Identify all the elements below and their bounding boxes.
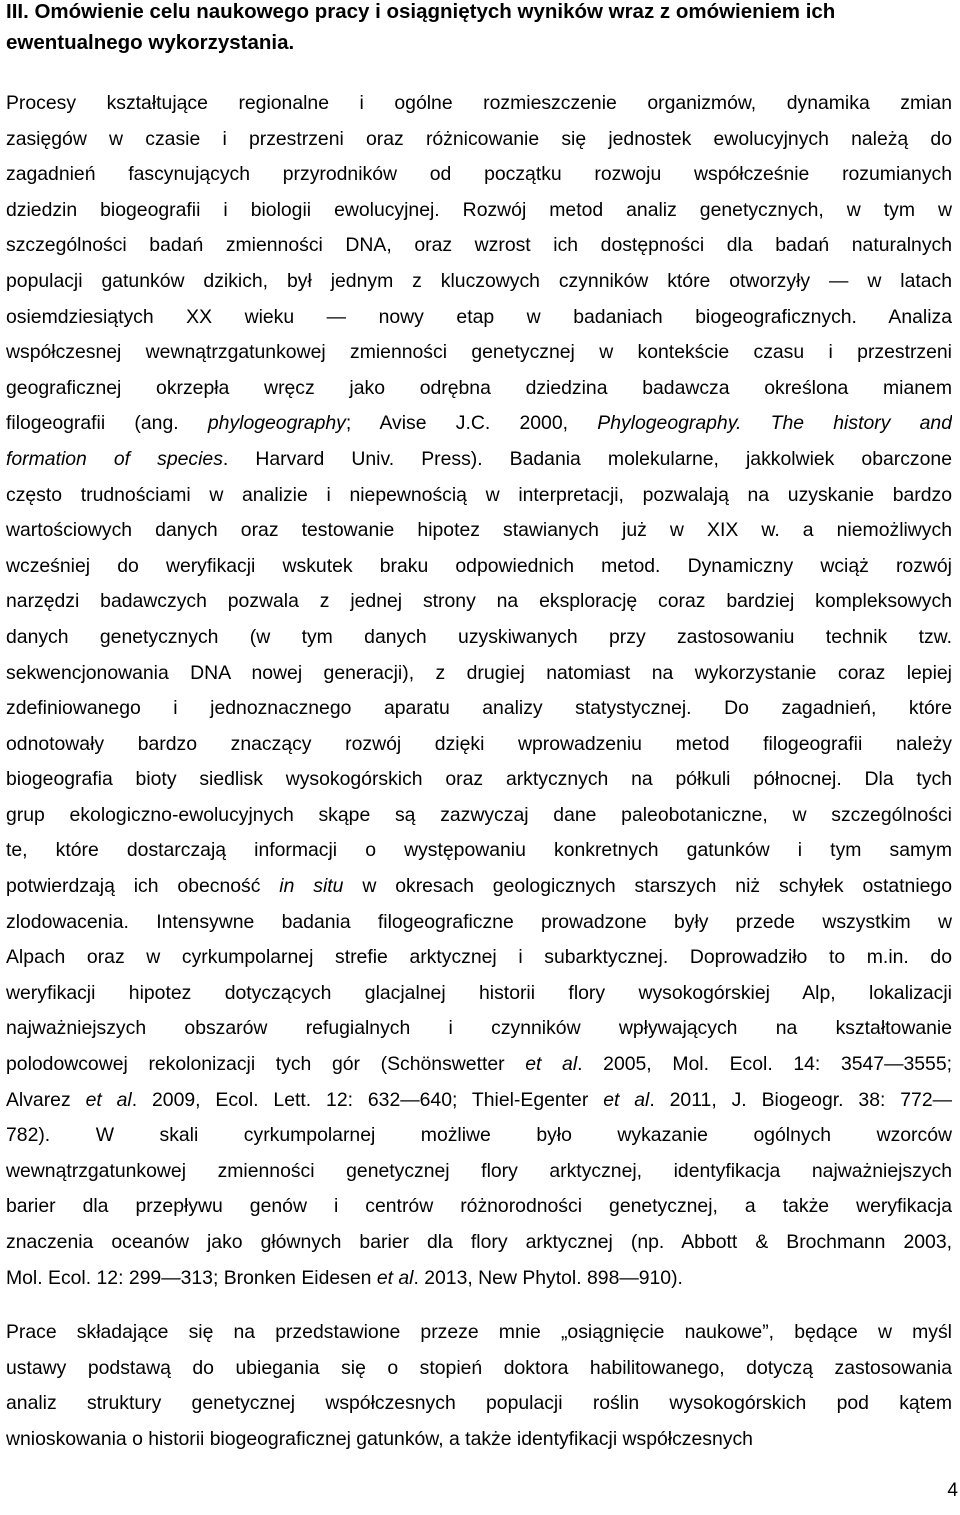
heading-line: III. Omówienie celu naukowego pracy i osiągniętych wyników wraz z omówieniem ich (6, 0, 836, 23)
text-line (6, 1225, 952, 1261)
text-run: . 2009, Ecol. Lett. 12: 632―640; Thiel-Egenter (131, 1088, 604, 1111)
text-line (6, 1422, 952, 1458)
text-line (6, 1118, 952, 1154)
text-line (6, 157, 952, 193)
text-line (6, 264, 952, 300)
text-run: populacji gatunków dzikich, był jednym z kluczowych czynników które otworzyły ― w latach (6, 269, 952, 292)
italic-text: phylogeography (207, 412, 346, 435)
italic-text: Phylogeography. The history and (597, 412, 952, 435)
text-line (6, 691, 952, 727)
text-run: wcześniej do weryfikacji wskutek braku odpowiednich metod. Dynamiczny wciąż rozwój (6, 554, 952, 577)
text-line (6, 1083, 952, 1119)
text-line (6, 656, 952, 692)
text-run: danych genetycznych (w tym danych uzyskiwanych przy zastosowaniu technik tzw. (6, 625, 952, 648)
text-run: Procesy kształtujące regionalne i ogólne rozmieszczenie organizmów, dynamika zmian (6, 92, 952, 114)
text-line (6, 584, 952, 620)
text-line (6, 940, 952, 976)
text-run: barier dla przepływu genów i centrów różnorodności genetycznej, a także weryfikacja (6, 1195, 952, 1218)
text-line (6, 549, 952, 585)
text-line (6, 335, 952, 371)
italic-text: et al (603, 1088, 650, 1111)
text-run: odnotowały bardzo znaczący rozwój dzięki wprowadzeniu metod filogeografii należy (6, 732, 952, 755)
text-run: potwierdzają ich obecność (6, 875, 280, 898)
text-line (6, 1189, 952, 1225)
text-run: znaczenia oceanów jako głównych barier dla flory arktycznej (np. Abbott & Brochmann 2003, (6, 1231, 952, 1253)
text-line (6, 833, 952, 869)
text-run: dziedzin biogeografii i biologii ewolucyjnej. Rozwój metod analiz genetycznych, w tym w (6, 198, 952, 221)
text-run: filogeografii (ang. (6, 412, 208, 435)
text-line (6, 762, 952, 798)
text-line (6, 1315, 952, 1351)
text-run: analiz struktury genetycznej współczesnych populacji roślin wysokogórskich pod kątem (6, 1392, 952, 1415)
text-run: weryfikacji hipotez dotyczących glacjalnej historii flory wysokogórskiej Alp, lokalizacji (6, 981, 952, 1004)
text-run: zlodowacenia. Intensywne badania filogeograficzne prowadzone były przede wszystkim w (6, 910, 952, 933)
text-run: Alvarez (6, 1088, 86, 1111)
text-run: biogeografia bioty siedlisk wysokogórskich oraz arktycznych na półkuli północnej. Dla tych (6, 768, 952, 791)
text-run: zasięgów w czasie i przestrzeni oraz różnicowanie się jednostek ewolucyjnych należą do (6, 127, 952, 150)
text-line (6, 727, 952, 763)
text-line (6, 798, 952, 834)
italic-text: in situ (279, 875, 344, 898)
text-line (6, 122, 952, 158)
text-run: 782). W skali cyrkumpolarnej możliwe było wykazanie ogólnych wzorców (6, 1124, 952, 1147)
text-line (6, 442, 952, 478)
text-line (6, 905, 952, 941)
italic-text: et al (376, 1266, 414, 1289)
text-line (6, 300, 952, 336)
text-line (6, 1386, 952, 1422)
text-line (6, 976, 952, 1012)
text-line (6, 1261, 952, 1297)
paragraph-2 (6, 1315, 952, 1457)
text-line (6, 193, 952, 229)
italic-text: et al (525, 1053, 578, 1076)
text-line (6, 1047, 952, 1083)
text-run: szczególności badań zmienności DNA, oraz wzrost ich dostępności dla badań naturalnych (6, 234, 952, 257)
italic-text: formation of species (6, 447, 223, 470)
text-run: Alpach oraz w cyrkumpolarnej strefie arktycznej i subarktycznej. Doprowadziło to m.in. do (6, 946, 952, 969)
text-run: zdefiniowanego i jednoznacznego aparatu analizy statystycznej. Do zagadnień, które (6, 697, 952, 720)
heading-line: ewentualnego wykorzystania. (6, 31, 295, 54)
text-line (6, 869, 952, 905)
text-line (6, 86, 952, 122)
text-run: . 2011, J. Biogeogr. 38: 772― (649, 1088, 952, 1111)
text-line (6, 478, 952, 514)
text-line (6, 371, 952, 407)
text-run: najważniejszych obszarów refugialnych i czynników wpływających na kształtowanie (6, 1017, 952, 1040)
text-run: wnioskowania o historii biogeograficznej gatunków, a także identyfikacji współczesnych (6, 1427, 753, 1450)
text-run: współczesnej wewnątrzgatunkowej zmienności genetycznej w kontekście czasu i przestrzeni (6, 341, 952, 364)
text-run: sekwencjonowania DNA nowej generacji), z drugiej natomiast na wykorzystanie coraz lepiej (6, 661, 952, 684)
text-run: w okresach geologicznych starszych niż schyłek ostatniego (343, 875, 952, 898)
text-run: Prace składające się na przedstawione przeze mnie „osiągnięcie naukowe”, będące w myśl (6, 1321, 952, 1343)
text-run: . 2005, Mol. Ecol. 14: 3547―3555; (577, 1053, 952, 1076)
text-run: często trudnościami w analizie i niepewnością w interpretacji, pozwalają na uzyskanie bardzo (6, 483, 952, 506)
text-line (6, 1351, 952, 1387)
text-line (6, 620, 952, 656)
text-line (6, 513, 952, 549)
text-run: ustawy podstawą do ubiegania się o stopień doktora habilitowanego, dotyczą zastosowania (6, 1356, 952, 1379)
text-line (6, 1154, 952, 1190)
text-run: te, które dostarczają informacji o występowaniu konkretnych gatunków i tym samym (6, 839, 952, 862)
italic-text: et al (85, 1088, 132, 1111)
section-heading (6, 0, 952, 58)
text-run: narzędzi badawczych pozwala z jednej strony na eksplorację coraz bardziej kompleksowych (6, 590, 952, 613)
text-run: Mol. Ecol. 12: 299―313; Bronken Eidesen (6, 1266, 377, 1289)
text-run: wewnątrzgatunkowej zmienności genetycznej flory arktycznej, identyfikacja najważniejszych (6, 1159, 952, 1182)
text-run: ; Avise J.C. 2000, (345, 412, 598, 435)
text-run: geograficznej okrzepła wręcz jako odrębna dziedzina badawcza określona mianem (6, 376, 952, 399)
text-run: osiemdziesiątych XX wieku ― nowy etap w badaniach biogeograficznych. Analiza (6, 305, 952, 328)
paragraph-1 (6, 86, 952, 1296)
text-run: grup ekologiczno-ewolucyjnych skąpe są zazwyczaj dane paleobotaniczne, w szczególności (6, 803, 952, 826)
text-line (6, 228, 952, 264)
text-line (6, 406, 952, 442)
text-run: wartościowych danych oraz testowanie hipotez stawianych już w XIX w. a niemożliwych (6, 519, 952, 542)
text-run: zagadnień fascynujących przyrodników od początku rozwoju współcześnie rozumianych (6, 163, 952, 186)
text-run: polodowcowej rekolonizacji tych gór (Schönswetter (6, 1053, 526, 1076)
text-run: . 2013, New Phytol. 898―910). (413, 1266, 683, 1289)
page-number: 4 (947, 1480, 958, 1501)
text-line (6, 1011, 952, 1047)
text-run: . Harvard Univ. Press). Badania molekularne, jakkolwiek obarczone (222, 447, 952, 470)
